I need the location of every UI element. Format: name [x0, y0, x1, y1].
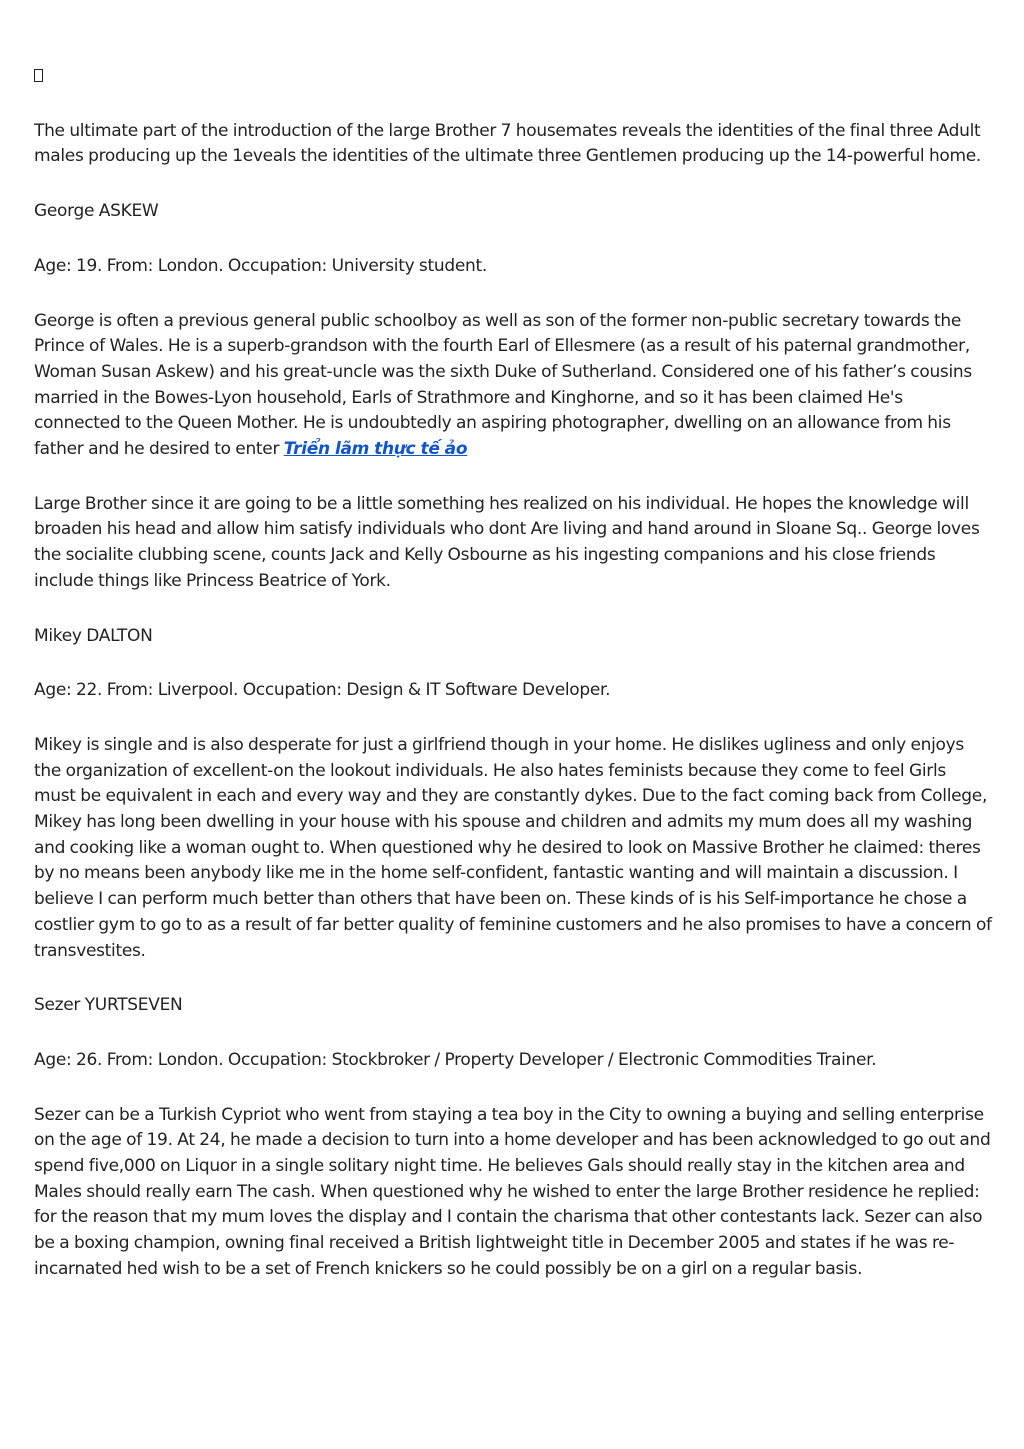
housemate-bio-continued: Large Brother since it are going to be a little something hes realized on his individual. He hopes the knowledge will broaden his head and allow him satisfy individuals who dont Are living and hand around in Sloane Sq.. George loves the socialite clubbing scene, counts Jack and Kelly Osbourne as his ingesting companions and his close friends include things like Princess Beatrice of York.: [34, 493, 980, 591]
housemate-name: Sezer YURTSEVEN: [34, 995, 183, 1016]
housemate-name: George ASKEW: [34, 201, 159, 222]
placeholder-box-icon: [34, 69, 43, 82]
document-body: [34, 64, 992, 1312]
missing-glyph-icon: [34, 64, 992, 90]
housemate-name: Mikey DALTON: [34, 625, 153, 646]
housemate-details: Age: 26. From: London. Occupation: Stockbroker / Property Developer / Electronic Commodities Trainer.: [34, 1049, 877, 1070]
housemate-bio: Sezer can be a Turkish Cypriot who went from staying a tea boy in the City to owning a buying and selling enterprise on the age of 19. At 24, he made a decision to turn into a home developer and has been acknowledged to go out and spend five,000 on Liquor in a single solitary night time. He believes Gals should really stay in the kitchen area and Males should really earn The cash. When questioned why he wished to enter the large Brother residence he replied: for the reason that my mum loves the display and I contain the charisma that other contestants lack. Sezer can also be a boxing champion, owning final received a British lightweight title in December 2005 and states if he was re-incarnated hed wish to be a set of French knickers so he could possibly be on a girl on a regular basis.: [34, 1104, 991, 1279]
housemate-bio: [34, 309, 992, 463]
housemate-details: Age: 19. From: London. Occupation: University student.: [34, 255, 487, 276]
housemate-bio: Mikey is single and is also desperate for just a girlfriend though in your home. He dislikes ugliness and only enjoys the organization of excellent-on the lookout individuals. He also hates feminists because they come to feel Girls must be equivalent in each and every way and they are constantly dykes. Due to the fact coming back from College, Mikey has long been dwelling in your house with his spouse and children and admits my mum does all my washing and cooking like a woman ought to. When questioned why he desired to look on Massive Brother he claimed: theres by no means been anybody like me in the home self-confident, fantastic wanting and will maintain a discussion. I believe I can perform much better than others that have been on. These kinds of is his Self-importance he chose a costlier gym to go to as a result of far better quality of feminine customers and he also promises to have a concern of transvestites.: [34, 734, 992, 961]
intro-paragraph: The ultimate part of the introduction of the large Brother 7 housemates reveals the identities of the final three Adult males producing up the 1eveals the identities of the ultimate three Gentlemen producing up the 14-powerful home.: [34, 120, 982, 167]
housemate-details: Age: 22. From: Liverpool. Occupation: Design & IT Software Developer.: [34, 680, 611, 701]
exhibition-link[interactable]: Triển lãm thực tế ảo: [283, 439, 468, 460]
bio-text: George is often a previous general public schoolboy as well as son of the former non-public secretary towards the Prince of Wales. He is a superb-grandson with the fourth Earl of Ellesmere (as a result of his paternal grandmother, Woman Susan Askew) and his great-uncle was the sixth Duke of Sutherland. Considered one of his father’s cousins married in the Bowes-Lyon household, Earls of Strathmore and Kinghorne, and so it has been claimed He's connected to the Queen Mother. He is undoubtedly an aspiring photographer, dwelling on an allowance from his father and he desired to enter: [34, 310, 972, 460]
